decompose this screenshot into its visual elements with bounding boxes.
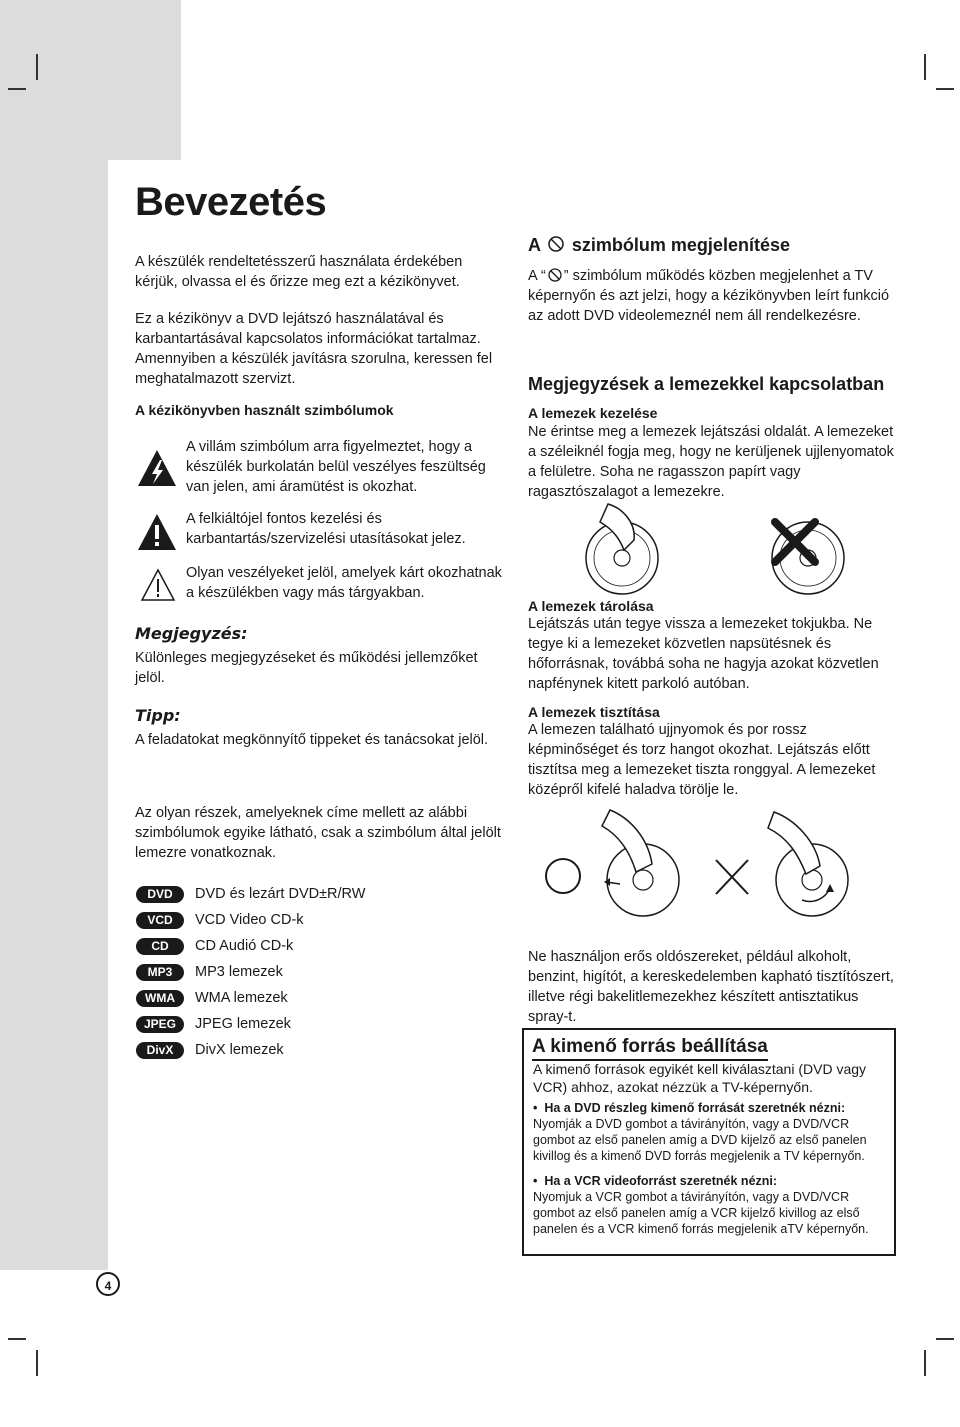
dvd-option-text: Nyomják a DVD gombot a távirányítón, vagy a DVD/VCR gombot az első panelen amíg a DVD kijelző az első panelen kivillog és a kimenő DVD forrás megjelenik a TV képernyőn. (533, 1117, 867, 1163)
intro-paragraph-2: Ez a kézikönyv a DVD lejátszó használatával és karbantartásával kapcsolatos információkat tartalmaz. Amennyiben a készülék javításra szorulna, keressen fel meghatalmazott szervizt. (135, 311, 493, 387)
output-source-heading: A kimenő forrás beállítása (532, 1036, 768, 1061)
symbol-display-heading (528, 235, 790, 256)
note-text: Különleges megjegyzéseket és működési jellemzőket jelöl. (135, 650, 478, 686)
storage-text: Lejátszás után tegye vissza a lemezeket tokjukba. Ne tegye ki a lemezeket közvetlen napsütésnek és hőforrásnak, továbbá soha ne hagyja azokat közvetlen napfénynek kitett parkoló autóban. (528, 616, 879, 692)
cleaning-title: A lemezek tisztítása (528, 704, 660, 720)
crop-mark (8, 88, 26, 90)
lightning-description: A villám szimbólum arra figyelmeztet, hogy a készülék burkolatán belül veszélyes feszültség van jelen, ami áramütést is okozhat. (186, 439, 486, 495)
disc-notes-heading: Megjegyzések a lemezekkel kapcsolatban (528, 374, 885, 394)
disc-badge-dvd: DVD (136, 886, 184, 903)
disc-handling-illustration (570, 500, 870, 595)
sections-text: Az olyan részek, amelyeknek címe mellett az alábbi szimbólumok egyike látható, csak a szimbólum által jelölt lemezre vonatkoznak. (135, 805, 501, 861)
handling-text: Ne érintse meg a lemezek lejátszási oldalát. A lemezeket a széleiknél fogja meg, hogy ne kerüljenek ujjlenyomatok a felületre. Soha ne ragasszon papírt vagy ragasztószalagot a lemezekre. (528, 424, 894, 500)
prohibited-icon-inline (546, 267, 564, 282)
tip-heading: Tipp: (135, 706, 181, 725)
disc-label-divx: DivX lemezek (195, 1042, 284, 1058)
disc-badge-vcd: VCD (136, 912, 184, 929)
lightning-warning-icon (136, 448, 178, 488)
crop-mark (924, 54, 926, 80)
handling-title: A lemezek kezelése (528, 405, 658, 421)
tip-text: A feladatokat megkönnyítő tippeket és tanácsokat jelöl. (135, 732, 489, 748)
crop-mark (936, 1338, 954, 1340)
vcr-option-text: Nyomjuk a VCR gombot a távirányítón, vagy a DVD/VCR gombot az első panelen amíg a VCR kijelző kivillog az első panelen és a VCR kimenő forrás megjelenik aTV képernyőn. (533, 1190, 869, 1236)
disc-label-mp3: MP3 lemezek (195, 964, 283, 980)
exclamation-warning-icon (136, 512, 178, 552)
symbols-heading: A kézikönyvben használt szimbólumok (135, 402, 394, 418)
output-source-dvd (533, 1100, 888, 1164)
page-number: 4 (96, 1272, 120, 1296)
disc-badge-wma: WMA (136, 990, 184, 1007)
cleaning-text: A lemezen található ujjnyomok és por rossz képminőséget és torz hangot okozhat. Lejátszás előtt tisztítsa meg a lemezeket tiszta ronggyal. A lemezeket középről kifelé haladva törölje le. (528, 722, 876, 798)
disc-badge-cd: CD (136, 938, 184, 955)
symbol-display-text (528, 266, 898, 326)
page-top-band (181, 0, 960, 160)
disc-label-vcd: VCD Video CD-k (195, 912, 304, 928)
caution-outline-icon (140, 568, 176, 602)
disc-label-wma: WMA lemezek (195, 990, 288, 1006)
crop-mark (8, 1338, 26, 1340)
crop-mark (36, 54, 38, 80)
disc-cleaning-illustration (540, 808, 860, 933)
crop-mark (36, 1350, 38, 1376)
vcr-option-title: • Ha a VCR videoforrást szeretnék nézni: (533, 1174, 778, 1188)
symbol-display-heading-a: A (528, 235, 541, 255)
symbol-display-text-b: ” szimbólum működés közben megjelenhet a TV képernyőn és azt jelzi, hogy a kézikönyvben leírt funkció az adott DVD videolemeznél nem áll rendelkezésre. (528, 268, 890, 324)
symbol-display-text-a: A “ (528, 268, 546, 284)
disc-label-cd: CD Audió CD-k (195, 938, 294, 954)
intro-paragraph-1: A készülék rendeltetésszerű használata érdekében kérjük, olvassa el és őrizze meg ezt a kézikönyvet. (135, 254, 463, 290)
page-title: Bevezetés (135, 180, 327, 224)
caution-description: Olyan veszélyeket jelöl, amelyek kárt okozhatnak a készülékben vagy más tárgyakban. (186, 565, 502, 601)
dvd-option-title: • Ha a DVD részleg kimenő forrását szeretnék nézni: (533, 1101, 846, 1115)
disc-badge-jpeg: JPEG (136, 1016, 184, 1033)
disc-label-dvd: DVD és lezárt DVD±R/RW (195, 886, 366, 902)
exclamation-description: A felkiáltójel fontos kezelési és karbantartás/szervizelési utasításokat jelez. (186, 511, 466, 547)
output-source-intro: A kimenő források egyikét kell kiválasztani (DVD vagy VCR) ahhoz, azokat nézzük a TV-képernyőn. (533, 1061, 867, 1095)
disc-label-jpeg: JPEG lemezek (195, 1016, 291, 1032)
storage-title: A lemezek tárolása (528, 598, 654, 614)
output-source-vcr (533, 1173, 888, 1237)
disc-badge-divx: DivX (136, 1042, 184, 1059)
crop-mark (936, 88, 954, 90)
prohibited-icon (545, 235, 567, 253)
solvent-warning-text: Ne használjon erős oldószereket, például alkoholt, benzint, higítót, a kereskedelemben kapható tisztítószert, illetve régi bakelitlemezekhez készített antisztatikus spray-t. (528, 949, 894, 1025)
disc-badge-mp3: MP3 (136, 964, 184, 981)
note-heading: Megjegyzés: (135, 624, 248, 643)
crop-mark (924, 1350, 926, 1376)
symbol-display-heading-b: szimbólum megjelenítése (571, 235, 790, 255)
